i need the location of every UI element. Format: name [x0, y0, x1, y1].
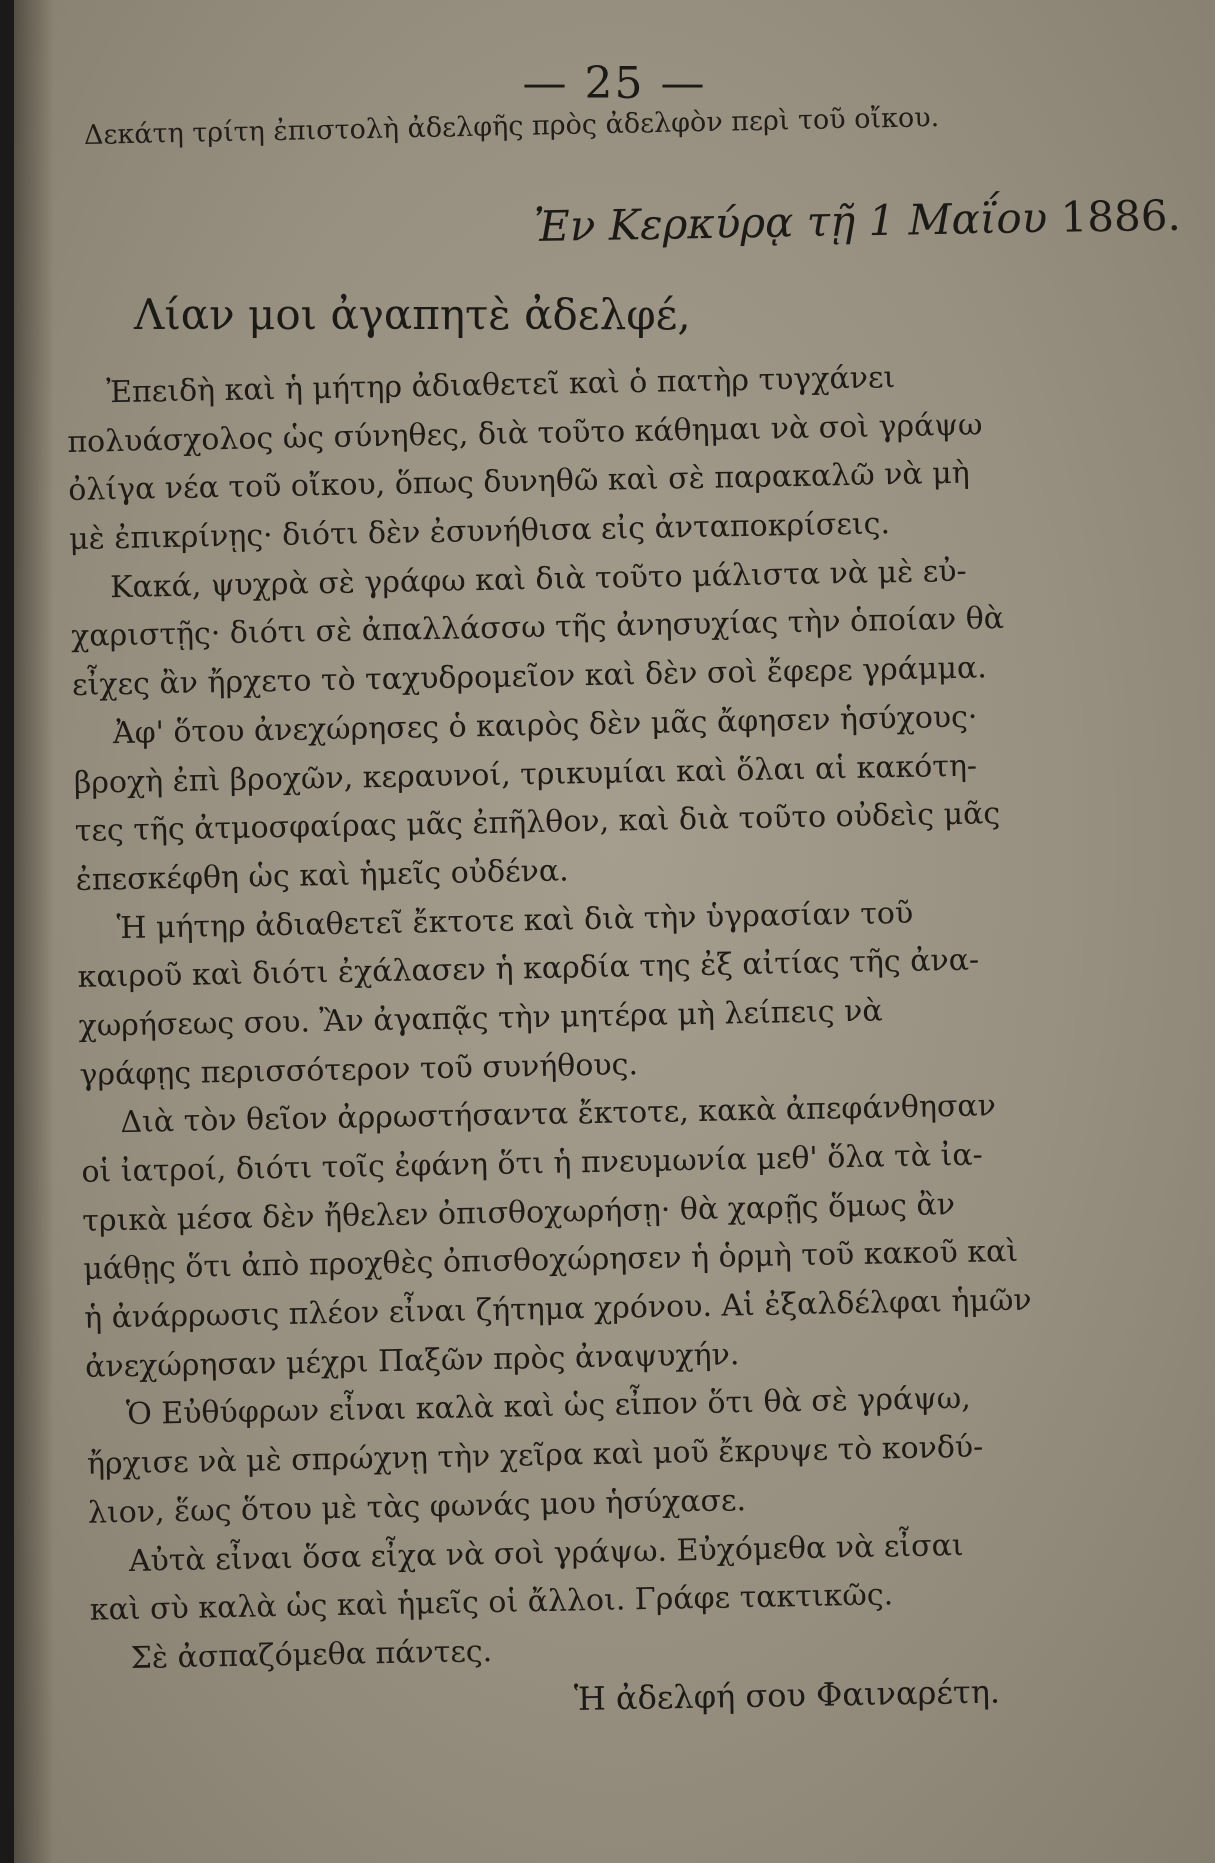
text-line: Ὁ Εὐθύφρων εἶναι καλὰ καὶ ὡς εἶπον ὅτι θὰ σὲ γράψω,	[125, 1381, 972, 1433]
date-year: 1886.	[1060, 190, 1182, 242]
text-line: Ἀφ' ὅτου ἀνεχώρησες ὁ καιρὸς δὲν μᾶς ἄφησεν ἡσύχους·	[112, 699, 978, 751]
text-line: πολυάσχολος ὡς σύνηθες, διὰ τοῦτο κάθημαι νὰ σοὶ γράψω	[67, 407, 983, 460]
text-line: βροχὴ ἐπὶ βροχῶν, κεραυνοί, τρικυμίαι καὶ ὅλαι αἱ κακότη-	[73, 748, 978, 801]
book-page	[14, 0, 1215, 1863]
signature: Ἡ ἀδελφή σου Φαιναρέτη.	[573, 1672, 1001, 1718]
text-line: χωρήσεως σου. Ἂν ἀγαπᾷς τὴν μητέρα μὴ λείπεις νὰ	[78, 993, 883, 1044]
text-line: καὶ σὺ καλὰ ὡς καὶ ἡμεῖς οἱ ἄλλοι. Γράφε τακτικῶς.	[89, 1577, 894, 1628]
salutation: Λίαν μοι ἀγαπητὲ ἀδελφέ,	[134, 290, 691, 339]
text-line: οἱ ἰατροί, διότι τοῖς ἐφάνη ὅτι ἡ πνευμωνία μεθ' ὅλα τὰ ἰα-	[81, 1137, 983, 1190]
text-line: εἶχες ἂν ἤρχετο τὸ ταχυδρομεῖον καὶ δὲν σοὶ ἔφερε γράμμα.	[71, 650, 988, 704]
text-line: χαριστῇς· διότι σὲ ἀπαλλάσσω τῆς ἀνησυχίας τὴν ὁποίαν θὰ	[70, 601, 1005, 655]
letter-date	[534, 191, 1182, 251]
text-line: Αὐτὰ εἶναι ὅσα εἶχα νὰ σοὶ γράψω. Εὐχόμεθα νὰ εἶσαι	[128, 1527, 964, 1579]
text-line: ὀλίγα νέα τοῦ οἴκου, ὅπως δυνηθῶ καὶ σὲ παρακαλῶ νὰ μὴ	[67, 456, 970, 509]
text-line: Ἐπειδὴ καὶ ἡ μήτηρ ἀδιαθετεῖ καὶ ὁ πατὴρ τυγχάνει	[106, 360, 896, 411]
text-line: μάθῃς ὅτι ἀπὸ προχθὲς ὀπισθοχώρησεν ἡ ὁρμὴ τοῦ κακοῦ καὶ	[82, 1234, 1019, 1288]
letter-heading: Δεκάτη τρίτη ἐπιστολὴ ἀδελφῆς πρὸς ἀδελφὸν περὶ τοῦ οἴκου.	[83, 102, 940, 151]
text-line: λιον, ἕως ὅτου μὲ τὰς φωνάς μου ἡσύχασε.	[87, 1482, 747, 1531]
text-line: μὲ ἐπικρίνῃς· διότι δὲν ἐσυνήθισα εἰς ἀνταποκρίσεις.	[68, 506, 891, 558]
text-line: τες τῆς ἀτμοσφαίρας μᾶς ἐπῆλθον, καὶ διὰ τοῦτο οὐδεὶς μᾶς	[74, 796, 1001, 850]
page-number: — 25 —	[522, 58, 707, 109]
text-line: τρικὰ μέσα δὲν ἤθελεν ὀπισθοχωρήσῃ· θὰ χαρῇς ὅμως ἂν	[82, 1186, 956, 1239]
text-line: ἡ ἀνάρρωσις πλέον εἶναι ζήτημα χρόνου. Αἱ ἐξαλδέλφαι ἡμῶν	[83, 1282, 1032, 1336]
page-gutter-shadow	[14, 0, 54, 1863]
text-line: Διὰ τὸν θεῖον ἀρρωστήσαντα ἔκτοτε, κακὰ ἀπεφάνθησαν	[120, 1088, 997, 1141]
text-line: καιροῦ καὶ διότι ἐχάλασεν ἡ καρδία της ἐξ αἰτίας τῆς ἀνα-	[77, 942, 980, 996]
letter-body	[66, 349, 1171, 1684]
text-line: ἤρχισε νὰ μὲ σπρώχνῃ τὴν χεῖρα καὶ μοῦ ἔκρυψε τὸ κονδύ-	[86, 1429, 984, 1482]
text-line: ἐπεσκέφθη ὡς καὶ ἡμεῖς οὐδένα.	[75, 853, 569, 898]
text-line: Σὲ ἀσπαζόμεθα πάντες.	[130, 1633, 493, 1676]
text-line: γράφῃς περισσότερον τοῦ συνήθους.	[79, 1046, 639, 1093]
text-line: ἀνεχώρησαν μέχρι Παξῶν πρὸς ἀναψυχήν.	[84, 1337, 740, 1385]
text-line: Κακά, ψυχρὰ σὲ γράφω καὶ διὰ τοῦτο μάλιστα νὰ μὲ εὐ-	[109, 553, 967, 605]
text-line: Ἡ μήτηρ ἀδιαθετεῖ ἔκτοτε καὶ διὰ τὴν ὑγρασίαν τοῦ	[116, 895, 914, 946]
date-place: Ἐν Κερκύρᾳ τῇ 1 Μαΐου	[533, 193, 1048, 251]
